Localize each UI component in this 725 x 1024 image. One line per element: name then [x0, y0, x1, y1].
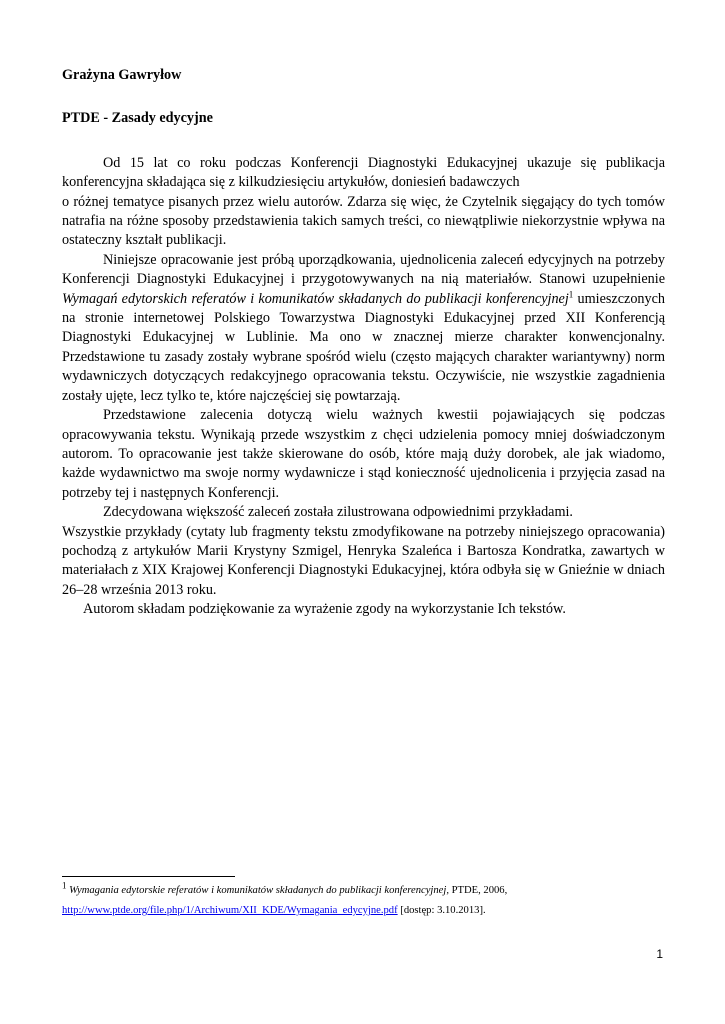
- document-page: [62, 66, 665, 620]
- paragraph-1-line-1: Od 15 lat co roku podczas Konferencji Diagnostyki Edukacyjnej ukazuje się publikacja konferencyjna składająca się z kilkudziesięciu artykułów, doniesień badawczych: [62, 154, 665, 191]
- referenced-title: Wymagań edytorskich referatów i komunikatów składanych do publikacji konferencyjnej: [62, 290, 569, 307]
- document-body: [62, 154, 665, 620]
- paragraph-2-text-a: Niniejsze opracowanie jest próbą uporządkowania, ujednolicenia zaleceń edycyjnych na potrzeby Konferencji Diagnostyki Edukacyjnej i przygotowywanych na nią materiałów. Stanowi uzupełnienie: [62, 251, 665, 288]
- footnote: [62, 881, 662, 921]
- author-name: Grażyna Gawryłow: [62, 67, 182, 83]
- paragraph-4-line-2: Wszystkie przykłady (cytaty lub fragmenty tekstu zmodyfikowane na potrzeby niniejszego opracowania) pochodzą z artykułów Marii Krystyny Szmigel, Henryka Szaleńca i Bartosza Kondratka, zawartych w materiałach z XIX Krajowej Konferencji Diagnostyki Edukacyjnej, która odbyła się w Gnieźnie w dniach 26–28 września 2013 roku.: [62, 523, 665, 598]
- footnote-publisher: PTDE, 2006,: [448, 885, 508, 896]
- paragraph-1-line-2: o różnej tematyce pisanych przez wielu autorów. Zdarza się więc, że Czytelnik sięgający do tych tomów natrafia na różne sposoby przedstawienia takich samych treści, co niewątpliwie niekorzystnie wpływa na ostateczny kształt publikacji.: [62, 193, 665, 249]
- page-number: 1: [656, 947, 663, 961]
- paragraph-4-line-1: Zdecydowana większość zaleceń została zilustrowana odpowiednimi przykładami.: [103, 504, 573, 521]
- footnote-number: 1: [62, 880, 67, 891]
- footnote-title: Wymagania edytorskie referatów i komunikatów składanych do publikacji konferencyjnej,: [69, 885, 449, 896]
- footnote-access-date: [dostęp: 3.10.2013].: [397, 905, 486, 916]
- paragraph-2-text-b: umieszczonych na stronie internetowej Polskiego Towarzystwa Diagnostyki Edukacyjnej przed XII Konferencją Diagnostyki Edukacyjnej w Lublinie. Ma ono w znacznej mierze charakter konwencjonalny. Przedstawione tu zasady zostały wybrane spośród wielu (często mających charakter wariantywny) norm wydawniczych dotyczących redakcyjnego opracowania tekstu. Oczywiście, nie wszystkie zagadnienia zostały ujęte, lecz tylko te, które najczęściej się powtarzają.: [62, 290, 665, 404]
- footnote-reference: 1: [568, 288, 574, 299]
- paragraph-5: Autorom składam podziękowanie za wyrażenie zgody na wykorzystanie Ich tekstów.: [83, 601, 566, 618]
- document-title: PTDE - Zasady edycyjne: [62, 110, 213, 127]
- footnote-link[interactable]: http://www.ptde.org/file.php/1/Archiwum/XII_KDE/Wymagania_edycyjne.pdf: [62, 905, 398, 916]
- paragraph-3: Przedstawione zalecenia dotyczą wielu ważnych kwestii pojawiających się podczas opracowywania tekstu. Wynikają przede wszystkim z chęci udzielenia pomocy mniej doświadczonym autorom. To opracowanie jest także skierowane do osób, które mają duży dorobek, ale jak wiadomo, każde wydawnictwo ma swoje normy wydawnicze i stąd konieczność ujednolicenia i przyjęcia zasad na potrzeby tej i następnych Konferencji.: [62, 407, 665, 501]
- footnote-line-2: [62, 901, 662, 921]
- paragraph-2: [62, 251, 665, 406]
- footnote-line-1: [62, 881, 662, 901]
- footnote-separator: [62, 876, 235, 877]
